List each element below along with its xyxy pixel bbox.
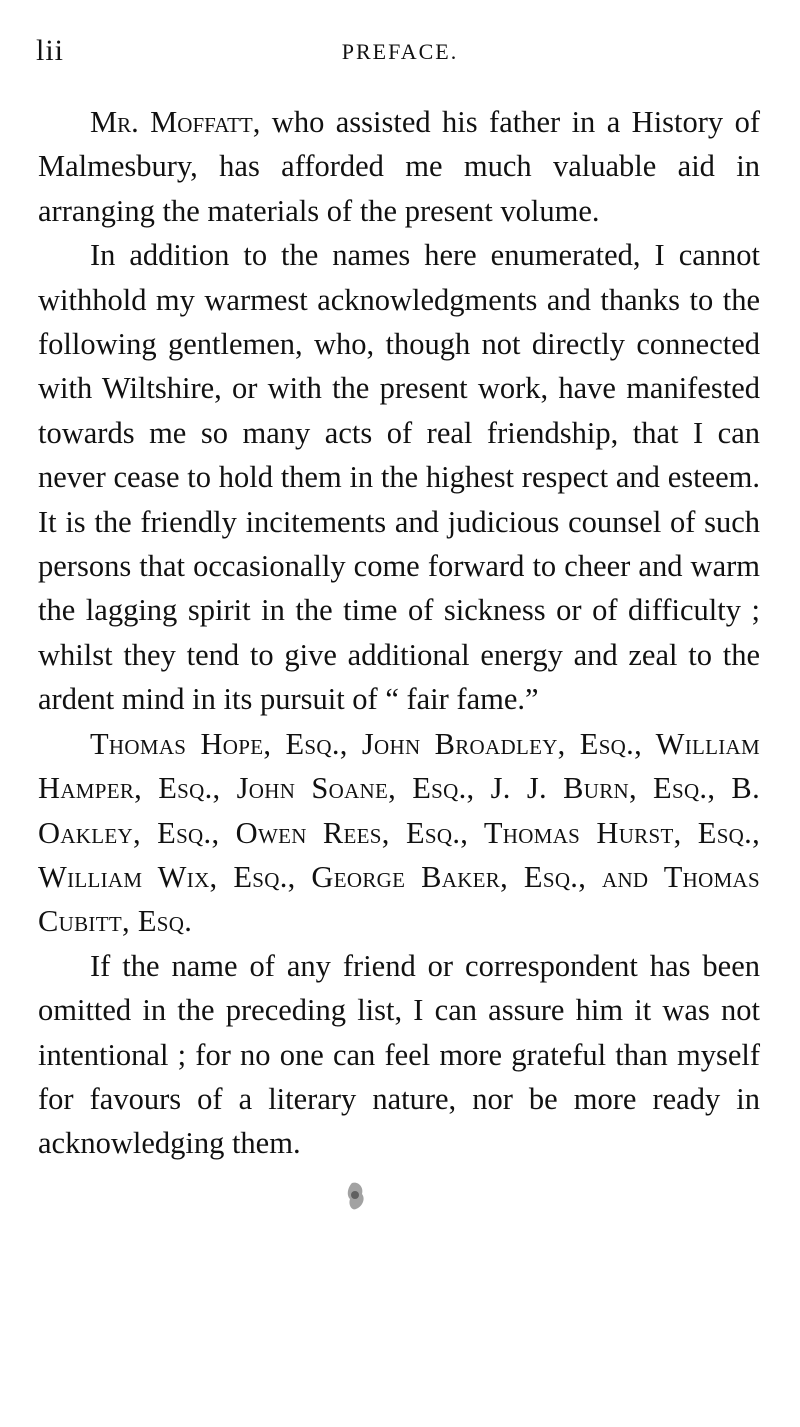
paragraph-gentlemen-list: Thomas Hope, Esq., John Broadley, Esq., William Hamper, Esq., John Soane, Esq., J. J. Burn, Esq., B. Oakley, Esq., Owen Rees, Esq., Thomas Hurst, Esq., William Wix, Esq., George Baker, Esq., and Thomas Cubitt, Esq. [38,726,760,939]
ink-blot-mark [340,1177,370,1217]
running-head [36,34,764,74]
moffatt-name: Mr. Moffatt, [90,105,261,139]
preface-body [38,100,760,1166]
paragraph-acknowledgments: In addition to the names here enumerated, I cannot withhold my warmest acknowledgments and thanks to the following gentlemen, who, though not directly connected with Wiltshire, or with the present work, have manifested towards me so many acts of real friendship, that I can never cease to hold them in the highest respect and esteem. It is the friendly incitements and judicious counsel of such persons that occasionally come forward to cheer and warm the lagging spirit in the time of sickness or of difficulty ; whilst they tend to give additional energy and zeal to the ardent mind in its pursuit of “ fair fame.” [38,238,760,717]
running-title: PREFACE. [341,39,459,64]
page-number: lii [36,34,65,67]
moffatt-text: who assisted his father in a History of Malmesbury, has afforded me much valuable aid in arranging the materials of the present volume. [38,105,760,228]
paragraph-omission-note: If the name of any friend or correspondent has been omitted in the preceding list, I can assure him it was not intentional ; for no one can feel more grateful than myself for favours of a literary nature, nor be more ready in acknowledging them. [38,948,760,1161]
paragraph-moffatt [38,100,760,233]
